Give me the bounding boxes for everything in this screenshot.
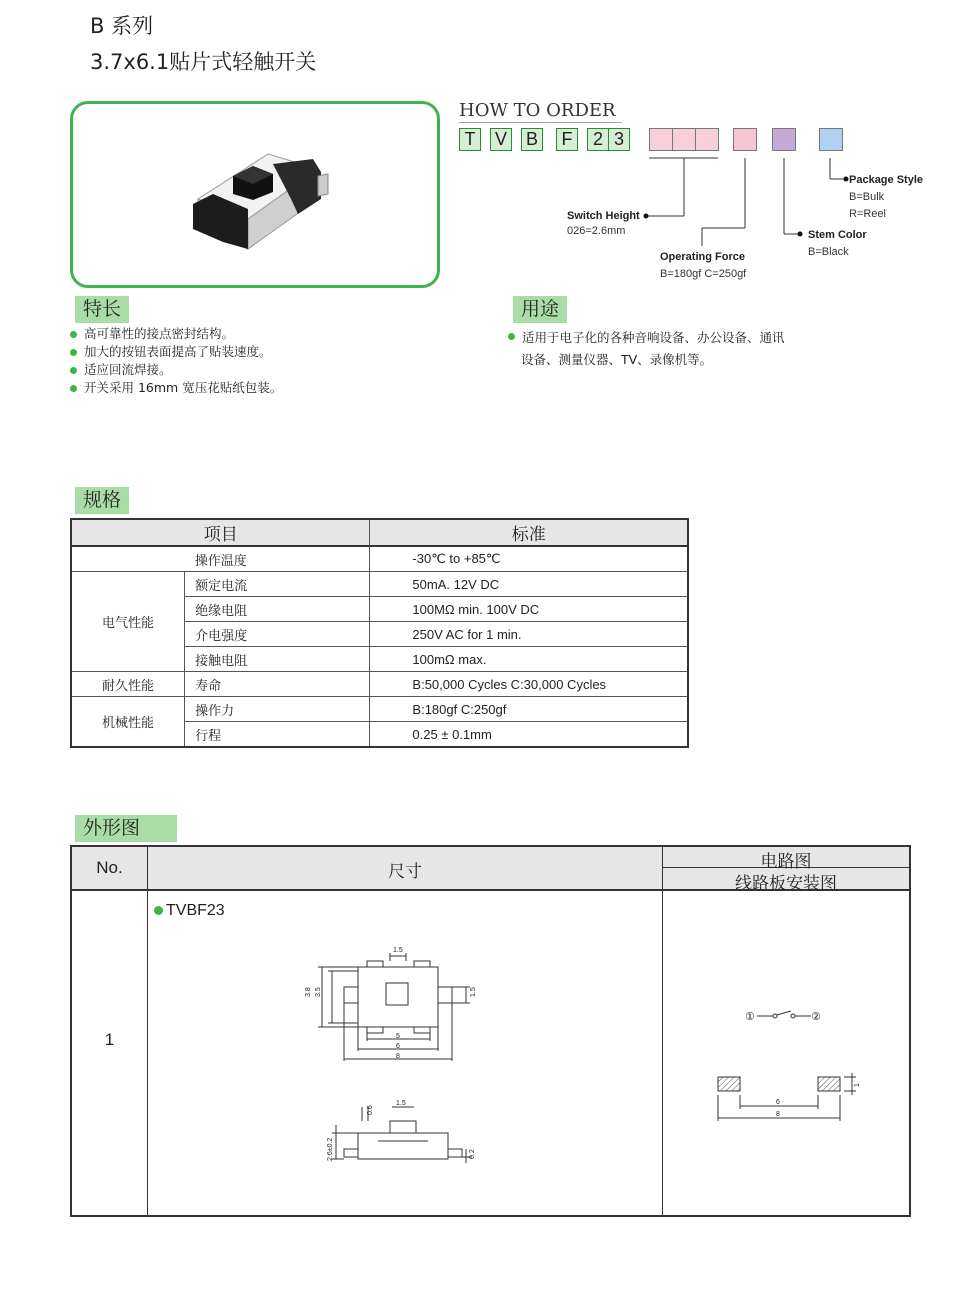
code-digit-2: 2 xyxy=(587,128,609,151)
outline-title: 外形图 xyxy=(75,815,177,842)
spec-label: 介电强度 xyxy=(185,622,370,647)
dim-3-8: 3.8 xyxy=(305,987,312,997)
code-letter-t: T xyxy=(459,128,481,151)
switch-height-box-1 xyxy=(649,128,673,151)
model-name: TVBF23 xyxy=(166,902,225,919)
spec-label: 操作力 xyxy=(185,697,370,722)
dim-1-5-top: 1.5 xyxy=(393,947,403,954)
product-photo-frame xyxy=(70,101,440,288)
operating-force-value: B=180gf C=250gf xyxy=(660,268,747,280)
dim-8: 8 xyxy=(396,1053,400,1060)
pcb-dim-1: 1 xyxy=(854,1083,861,1087)
how-to-order-title: HOW TO ORDER xyxy=(459,100,616,121)
col-circuit-header: 电路图 xyxy=(760,852,812,872)
spec-table xyxy=(70,518,689,748)
spec-value: B:50,000 Cycles C:30,000 Cycles xyxy=(370,672,688,697)
switch-height-box-3 xyxy=(695,128,719,151)
spec-value: 250V AC for 1 min. xyxy=(370,622,688,647)
series-title: B 系列 xyxy=(90,14,154,38)
table-row xyxy=(71,546,688,572)
col-pcb-header: 线路板安装图 xyxy=(735,874,837,894)
dim-3-5: 3.5 xyxy=(315,987,322,997)
table-row xyxy=(71,672,688,697)
switch-height-label: Switch Height xyxy=(567,210,640,222)
package-style-label: Package Style xyxy=(849,174,923,186)
features-list xyxy=(70,325,282,397)
spec-group: 机械性能 xyxy=(71,697,185,748)
product-title: 3.7x6.1贴片式轻触开关 xyxy=(90,50,317,74)
table-row xyxy=(71,697,688,722)
spec-value: 50mA. 12V DC xyxy=(370,572,688,597)
circuit-diagram xyxy=(737,1002,827,1027)
product-photo xyxy=(73,104,437,285)
pcb-dim-8: 8 xyxy=(776,1111,780,1118)
spec-header-item: 项目 xyxy=(71,519,370,546)
operating-force-label: Operating Force xyxy=(660,251,745,263)
application-line-1: 适用于电子化的各种音响设备、办公设备、通讯 xyxy=(508,327,785,349)
pcb-pad-left xyxy=(718,1077,740,1091)
code-letter-f: F xyxy=(556,128,578,151)
dim-5: 5 xyxy=(396,1033,400,1040)
spec-group: 耐久性能 xyxy=(71,672,185,697)
pcb-pad-right xyxy=(818,1077,840,1091)
terminal-1: ① xyxy=(745,1010,755,1023)
top-view-drawing xyxy=(302,947,482,1062)
how-to-order-underline xyxy=(459,122,622,123)
specs-title: 规格 xyxy=(75,487,129,514)
package-style-reel: R=Reel xyxy=(849,208,886,220)
outline-frame xyxy=(70,845,911,1217)
model-label xyxy=(154,902,225,920)
package-style-box xyxy=(819,128,843,151)
package-style-bulk: B=Bulk xyxy=(849,191,885,203)
dim-2-6: 2.6±0.2 xyxy=(327,1137,334,1161)
features-title: 特长 xyxy=(75,296,129,323)
table-row xyxy=(71,572,688,597)
model-bullet xyxy=(154,906,163,915)
spec-label: 绝缘电阻 xyxy=(185,597,370,622)
application-line-2 xyxy=(508,349,785,371)
spec-value: 100MΩ min. 100V DC xyxy=(370,597,688,622)
spec-value: 0.25 ± 0.1mm xyxy=(370,722,688,748)
col-dimension-header: 尺寸 xyxy=(388,862,422,882)
spec-label: 额定电流 xyxy=(185,572,370,597)
code-letter-b: B xyxy=(521,128,543,151)
stem-color-value: B=Black xyxy=(808,246,849,258)
dim-1-5-side: 1.5 xyxy=(470,987,477,997)
spec-value: 100mΩ max. xyxy=(370,647,688,672)
spec-label: 行程 xyxy=(185,722,370,748)
applications-list xyxy=(508,327,785,371)
dim-0-2: 0.2 xyxy=(469,1149,476,1159)
feature-item: 加大的按钮表面提高了贴装速度。 xyxy=(70,343,282,361)
spec-group: 电气性能 xyxy=(71,572,185,672)
dim-1-5-side-view: 1.5 xyxy=(396,1100,406,1107)
stem-color-label: Stem Color xyxy=(808,229,867,241)
side-view-drawing xyxy=(322,1097,482,1177)
spec-header-standard: 标准 xyxy=(370,519,688,546)
operating-force-box xyxy=(733,128,757,151)
pcb-dim-6: 6 xyxy=(776,1099,780,1106)
code-digit-3: 3 xyxy=(608,128,630,151)
applications-title: 用途 xyxy=(513,296,567,323)
feature-item: 高可靠性的接点密封结构。 xyxy=(70,325,282,343)
pcb-layout-drawing xyxy=(712,1065,872,1125)
feature-item: 适应回流焊接。 xyxy=(70,361,282,379)
row-number: 1 xyxy=(104,1030,115,1049)
feature-item: 开关采用 16mm 宽压花贴纸包装。 xyxy=(70,379,282,397)
terminal-2: ② xyxy=(811,1010,821,1023)
spec-label: 寿命 xyxy=(185,672,370,697)
application-line-2-text: 设备、测量仪器、TV、录像机等。 xyxy=(521,352,713,367)
stem-color-box xyxy=(772,128,796,151)
dim-0-6: 0.6 xyxy=(367,1105,374,1115)
col-divider-2 xyxy=(662,847,663,1215)
col-no-header: No. xyxy=(96,858,123,877)
col-divider-1 xyxy=(147,847,148,1215)
spec-value: B:180gf C:250gf xyxy=(370,697,688,722)
spec-header-row xyxy=(71,519,688,546)
code-letter-v: V xyxy=(490,128,512,151)
dim-6: 6 xyxy=(396,1043,400,1050)
spec-value: -30℃ to +85℃ xyxy=(370,546,688,572)
switch-height-box-2 xyxy=(672,128,696,151)
spec-label: 接触电阻 xyxy=(185,647,370,672)
spec-label: 操作温度 xyxy=(71,546,370,572)
switch-height-value: 026=2.6mm xyxy=(567,225,626,237)
